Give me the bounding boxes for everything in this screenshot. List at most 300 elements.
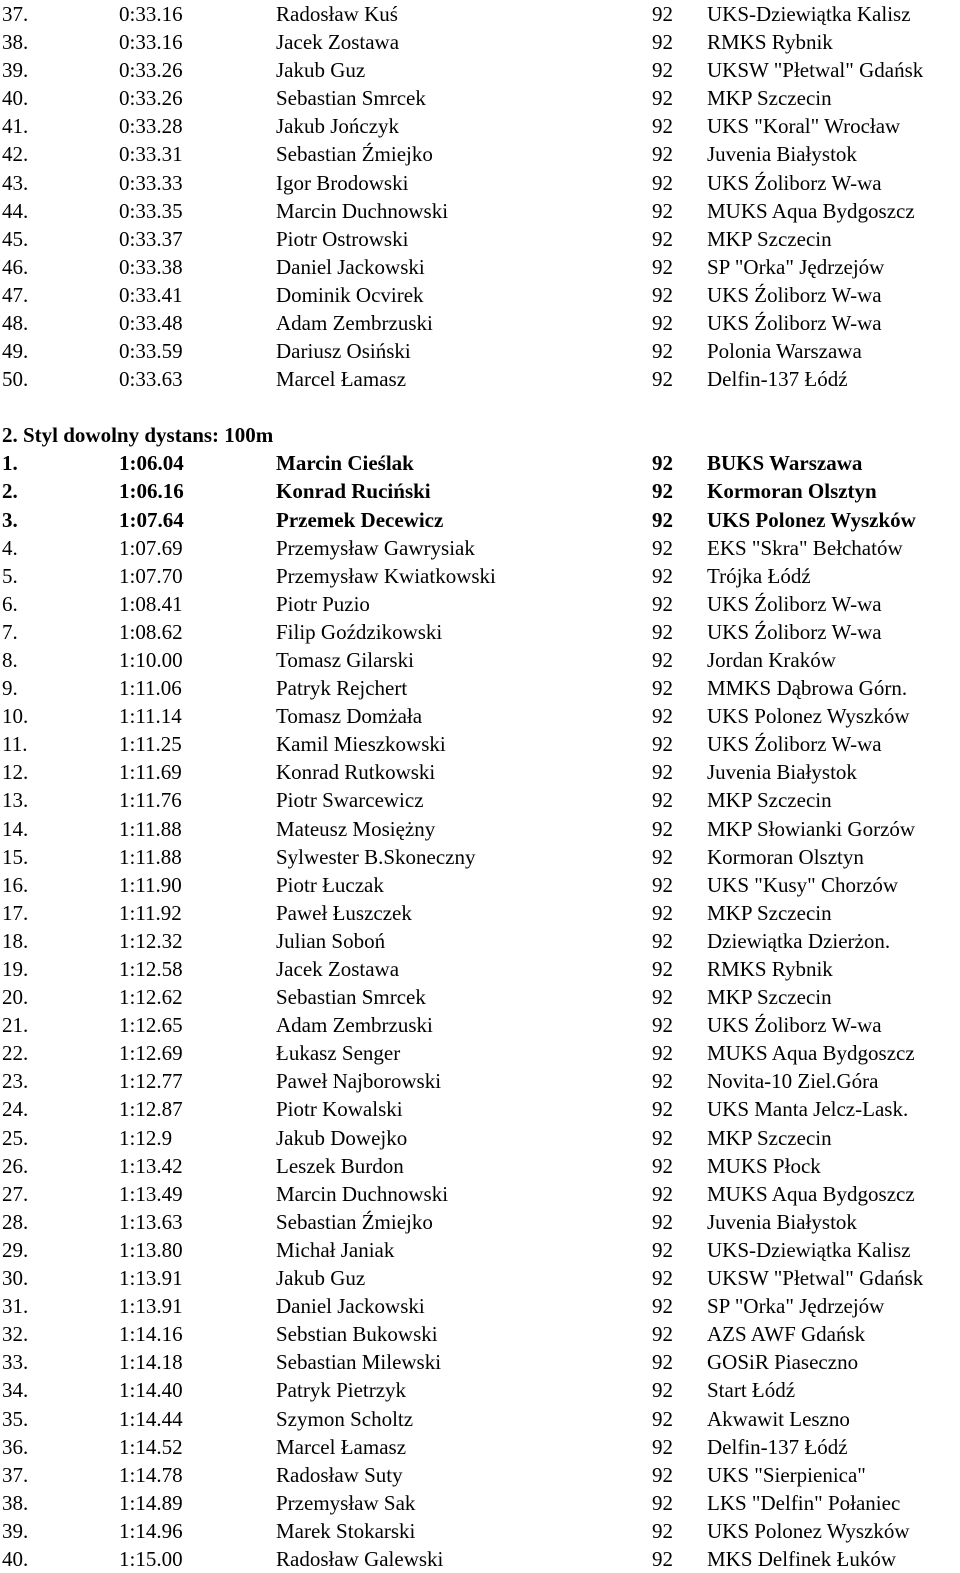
rank-cell: 49. (2, 339, 29, 364)
birth-year-cell: 92 (652, 704, 673, 729)
birth-year-cell: 92 (652, 170, 673, 195)
club-cell: MKP Szczecin (707, 1125, 832, 1150)
result-row (0, 1039, 960, 1067)
swimmer-name-cell: Konrad Ruciński (276, 479, 431, 504)
swimmer-name-cell: Radosław Suty (276, 1462, 403, 1487)
swimmer-name-cell: Piotr Łuczak (276, 872, 384, 897)
result-row (0, 1348, 960, 1376)
result-row (0, 1180, 960, 1208)
rank-cell: 34. (2, 1378, 29, 1403)
time-cell: 1:15.00 (119, 1546, 183, 1571)
time-cell: 1:08.62 (119, 619, 183, 644)
rank-cell: 42. (2, 142, 29, 167)
birth-year-cell: 92 (652, 507, 673, 532)
rank-cell: 21. (2, 1013, 29, 1038)
club-cell: MUKS Płock (707, 1153, 821, 1178)
birth-year-cell: 92 (652, 339, 673, 364)
club-cell: UKS Źoliborz W-wa (707, 311, 882, 336)
rank-cell: 6. (2, 591, 18, 616)
rank-cell: 11. (2, 732, 28, 757)
section-title: 2. Styl dowolny dystans: 100m (2, 423, 274, 448)
rank-cell: 12. (2, 760, 29, 785)
birth-year-cell: 92 (652, 872, 673, 897)
time-cell: 1:13.42 (119, 1153, 183, 1178)
club-cell: Novita-10 Ziel.Góra (707, 1069, 879, 1094)
result-row (0, 758, 960, 786)
club-cell: UKS "Kusy" Chorzów (707, 872, 898, 897)
result-row (0, 309, 960, 337)
result-row (0, 702, 960, 730)
rank-cell: 9. (2, 676, 18, 701)
club-cell: MKP Szczecin (707, 788, 832, 813)
club-cell: EKS "Skra" Bełchatów (707, 535, 903, 560)
time-cell: 1:14.78 (119, 1462, 183, 1487)
rank-cell: 40. (2, 1546, 29, 1571)
time-cell: 1:12.65 (119, 1013, 183, 1038)
result-row (0, 0, 960, 28)
result-row (0, 1208, 960, 1236)
time-cell: 0:33.37 (119, 226, 183, 251)
time-cell: 0:33.41 (119, 282, 183, 307)
time-cell: 1:13.80 (119, 1237, 183, 1262)
swimmer-name-cell: Jacek Zostawa (276, 30, 400, 55)
club-cell: MKS Delfinek Łuków (707, 1546, 896, 1571)
club-cell: Juvenia Białystok (707, 142, 857, 167)
result-row (0, 281, 960, 309)
club-cell: UKS-Dziewiątka Kalisz (707, 2, 911, 26)
club-cell: MKP Szczecin (707, 985, 832, 1010)
birth-year-cell: 92 (652, 451, 673, 476)
rank-cell: 2. (2, 479, 18, 504)
swimmer-name-cell: Przemysław Sak (276, 1490, 416, 1515)
swimmer-name-cell: Sebstian Bukowski (276, 1322, 438, 1347)
time-cell: 1:11.90 (119, 872, 182, 897)
birth-year-cell: 92 (652, 1209, 673, 1234)
birth-year-cell: 92 (652, 563, 673, 588)
club-cell: SP "Orka" Jędrzejów (707, 254, 885, 279)
time-cell: 1:12.69 (119, 1041, 183, 1066)
swimmer-name-cell: Przemysław Kwiatkowski (276, 563, 496, 588)
swimmer-name-cell: Mateusz Mosiężny (276, 816, 436, 841)
result-row (0, 140, 960, 168)
club-cell: MKP Szczecin (707, 900, 832, 925)
swimmer-name-cell: Michał Janiak (276, 1237, 395, 1262)
club-cell: MUKS Aqua Bydgoszcz (707, 1181, 915, 1206)
club-cell: UKS-Dziewiątka Kalisz (707, 1237, 911, 1262)
result-row (0, 84, 960, 112)
birth-year-cell: 92 (652, 647, 673, 672)
time-cell: 0:33.38 (119, 254, 183, 279)
club-cell: MMKS Dąbrowa Górn. (707, 676, 908, 701)
result-row (0, 590, 960, 618)
swimmer-name-cell: Sylwester B.Skoneczny (276, 844, 476, 869)
time-cell: 1:14.44 (119, 1406, 183, 1431)
rank-cell: 48. (2, 311, 29, 336)
birth-year-cell: 92 (652, 58, 673, 83)
swimmer-name-cell: Paweł Łuszczek (276, 900, 412, 925)
swimmer-name-cell: Sebastian Źmiejko (276, 1209, 433, 1234)
result-row (0, 927, 960, 955)
result-row (0, 28, 960, 56)
swimmer-name-cell: Przemysław Gawrysiak (276, 535, 475, 560)
rank-cell: 37. (2, 1462, 29, 1487)
rank-cell: 20. (2, 985, 29, 1010)
result-row (0, 1095, 960, 1123)
rank-cell: 14. (2, 816, 29, 841)
time-cell: 1:11.69 (119, 760, 182, 785)
time-cell: 0:33.35 (119, 198, 183, 223)
result-row (0, 1320, 960, 1348)
swimmer-name-cell: Szymon Scholtz (276, 1406, 414, 1431)
result-row (0, 1292, 960, 1320)
rank-cell: 23. (2, 1069, 29, 1094)
swimmer-name-cell: Patryk Pietrzyk (276, 1378, 407, 1403)
result-row (0, 477, 960, 505)
time-cell: 0:33.26 (119, 86, 183, 111)
time-cell: 1:11.06 (119, 676, 182, 701)
birth-year-cell: 92 (652, 985, 673, 1010)
swimmer-name-cell: Jacek Zostawa (276, 957, 400, 981)
club-cell: Delfin-137 Łódź (707, 367, 848, 392)
birth-year-cell: 92 (652, 114, 673, 139)
birth-year-cell: 92 (652, 619, 673, 644)
result-row (0, 449, 960, 477)
rank-cell: 17. (2, 900, 29, 925)
time-cell: 1:11.14 (119, 704, 182, 729)
swimmer-name-cell: Konrad Rutkowski (276, 760, 436, 785)
club-cell: UKS Źoliborz W-wa (707, 282, 882, 307)
birth-year-cell: 92 (652, 1350, 673, 1375)
rank-cell: 38. (2, 30, 29, 55)
club-cell: MUKS Aqua Bydgoszcz (707, 1041, 915, 1066)
rank-cell: 45. (2, 226, 29, 251)
birth-year-cell: 92 (652, 2, 673, 26)
time-cell: 1:14.16 (119, 1322, 183, 1347)
result-row (0, 337, 960, 365)
club-cell: UKS "Koral" Wrocław (707, 114, 901, 139)
rank-cell: 18. (2, 928, 29, 953)
rank-cell: 3. (2, 507, 18, 532)
result-row (0, 112, 960, 140)
time-cell: 1:14.52 (119, 1434, 183, 1459)
time-cell: 0:33.59 (119, 339, 183, 364)
results-section-100m-freestyle (0, 449, 960, 1573)
rank-cell: 46. (2, 254, 29, 279)
rank-cell: 19. (2, 957, 29, 981)
time-cell: 0:33.16 (119, 30, 183, 55)
club-cell: UKS Źoliborz W-wa (707, 591, 882, 616)
rank-cell: 30. (2, 1266, 29, 1291)
club-cell: UKSW "Płetwal" Gdańsk (707, 58, 924, 83)
club-cell: Jordan Kraków (707, 647, 836, 672)
birth-year-cell: 92 (652, 676, 673, 701)
rank-cell: 5. (2, 563, 18, 588)
birth-year-cell: 92 (652, 226, 673, 251)
result-row (0, 253, 960, 281)
time-cell: 0:33.26 (119, 58, 183, 83)
birth-year-cell: 92 (652, 142, 673, 167)
club-cell: UKS Polonez Wyszków (707, 704, 910, 729)
rank-cell: 44. (2, 198, 29, 223)
result-row (0, 1461, 960, 1489)
rank-cell: 31. (2, 1294, 29, 1319)
time-cell: 1:12.32 (119, 928, 183, 953)
club-cell: UKS Polonez Wyszków (707, 1518, 910, 1543)
result-row (0, 1376, 960, 1404)
swimmer-name-cell: Marek Stokarski (276, 1518, 416, 1543)
rank-cell: 16. (2, 872, 29, 897)
time-cell: 1:14.40 (119, 1378, 183, 1403)
swimmer-name-cell: Igor Brodowski (276, 170, 409, 195)
result-row (0, 786, 960, 814)
birth-year-cell: 92 (652, 254, 673, 279)
birth-year-cell: 92 (652, 311, 673, 336)
birth-year-cell: 92 (652, 816, 673, 841)
swimmer-name-cell: Sebastian Smrcek (276, 985, 426, 1010)
swimmer-name-cell: Dominik Ocvirek (276, 282, 424, 307)
swimmer-name-cell: Piotr Ostrowski (276, 226, 409, 251)
time-cell: 1:11.88 (119, 844, 182, 869)
club-cell: RMKS Rybnik (707, 957, 833, 981)
rank-cell: 39. (2, 1518, 29, 1543)
rank-cell: 25. (2, 1125, 29, 1150)
rank-cell: 10. (2, 704, 29, 729)
rank-cell: 50. (2, 367, 29, 392)
result-row (0, 674, 960, 702)
birth-year-cell: 92 (652, 1237, 673, 1262)
birth-year-cell: 92 (652, 1153, 673, 1178)
result-row (0, 730, 960, 758)
rank-cell: 26. (2, 1153, 29, 1178)
result-row (0, 56, 960, 84)
birth-year-cell: 92 (652, 788, 673, 813)
club-cell: MKP Szczecin (707, 86, 832, 111)
swimmer-name-cell: Sebastian Milewski (276, 1350, 442, 1375)
time-cell: 0:33.63 (119, 367, 183, 392)
time-cell: 0:33.33 (119, 170, 183, 195)
swimmer-name-cell: Adam Zembrzuski (276, 311, 433, 336)
swimmer-name-cell: Łukasz Senger (276, 1041, 401, 1066)
rank-cell: 33. (2, 1350, 29, 1375)
club-cell: Polonia Warszawa (707, 339, 862, 364)
rank-cell: 27. (2, 1181, 29, 1206)
birth-year-cell: 92 (652, 1546, 673, 1571)
rank-cell: 32. (2, 1322, 29, 1347)
club-cell: Delfin-137 Łódź (707, 1434, 848, 1459)
birth-year-cell: 92 (652, 1013, 673, 1038)
birth-year-cell: 92 (652, 535, 673, 560)
club-cell: UKS Źoliborz W-wa (707, 170, 882, 195)
club-cell: UKS Manta Jelcz-Lask. (707, 1097, 909, 1122)
result-row (0, 1264, 960, 1292)
club-cell: UKS Źoliborz W-wa (707, 619, 882, 644)
swimmer-name-cell: Sebastian Smrcek (276, 86, 426, 111)
rank-cell: 43. (2, 170, 29, 195)
swimmer-name-cell: Piotr Kowalski (276, 1097, 403, 1122)
rank-cell: 4. (2, 535, 18, 560)
rank-cell: 1. (2, 451, 18, 476)
result-row (0, 1545, 960, 1573)
swimmer-name-cell: Jakub Guz (276, 1266, 366, 1291)
swimmer-name-cell: Sebastian Źmiejko (276, 142, 433, 167)
club-cell: Akwawit Leszno (707, 1406, 850, 1431)
swimmer-name-cell: Filip Goździkowski (276, 619, 443, 644)
club-cell: Trójka Łódź (707, 563, 811, 588)
swimmer-name-cell: Piotr Swarcewicz (276, 788, 424, 813)
rank-cell: 28. (2, 1209, 29, 1234)
swimmer-name-cell: Jakub Jończyk (276, 114, 400, 139)
swimmer-name-cell: Patryk Rejchert (276, 676, 408, 701)
birth-year-cell: 92 (652, 367, 673, 392)
rank-cell: 39. (2, 58, 29, 83)
result-row (0, 1405, 960, 1433)
time-cell: 1:11.76 (119, 788, 182, 813)
birth-year-cell: 92 (652, 1406, 673, 1431)
rank-cell: 35. (2, 1406, 29, 1431)
result-row (0, 1517, 960, 1545)
rank-cell: 13. (2, 788, 29, 813)
swimmer-name-cell: Adam Zembrzuski (276, 1013, 433, 1038)
result-row (0, 1124, 960, 1152)
swimmer-name-cell: Radosław Kuś (276, 2, 398, 26)
swimmer-name-cell: Marcin Duchnowski (276, 1181, 449, 1206)
result-row (0, 871, 960, 899)
swimmer-name-cell: Julian Soboń (276, 928, 386, 953)
time-cell: 1:12.9 (119, 1125, 173, 1150)
time-cell: 0:33.48 (119, 311, 183, 336)
time-cell: 0:33.28 (119, 114, 183, 139)
result-row (0, 983, 960, 1011)
result-row (0, 365, 960, 393)
swimmer-name-cell: Tomasz Domżała (276, 704, 423, 729)
birth-year-cell: 92 (652, 1097, 673, 1122)
rank-cell: 40. (2, 86, 29, 111)
time-cell: 1:12.58 (119, 957, 183, 981)
swimmer-name-cell: Radosław Galewski (276, 1546, 444, 1571)
time-cell: 1:06.04 (119, 451, 184, 476)
time-cell: 0:33.31 (119, 142, 183, 167)
swimmer-name-cell: Dariusz Osiński (276, 339, 411, 364)
birth-year-cell: 92 (652, 957, 673, 981)
result-row (0, 197, 960, 225)
rank-cell: 7. (2, 619, 18, 644)
result-row (0, 618, 960, 646)
birth-year-cell: 92 (652, 900, 673, 925)
result-row (0, 562, 960, 590)
swimmer-name-cell: Przemek Decewicz (276, 507, 444, 532)
swimmer-name-cell: Daniel Jackowski (276, 1294, 425, 1319)
club-cell: Juvenia Białystok (707, 760, 857, 785)
club-cell: RMKS Rybnik (707, 30, 833, 55)
club-cell: BUKS Warszawa (707, 451, 863, 476)
club-cell: UKSW "Płetwal" Gdańsk (707, 1266, 924, 1291)
result-row (0, 1067, 960, 1095)
club-cell: AZS AWF Gdańsk (707, 1322, 866, 1347)
time-cell: 1:07.70 (119, 563, 183, 588)
birth-year-cell: 92 (652, 30, 673, 55)
club-cell: Kormoran Olsztyn (707, 479, 877, 504)
birth-year-cell: 92 (652, 1294, 673, 1319)
birth-year-cell: 92 (652, 1125, 673, 1150)
club-cell: GOSiR Piaseczno (707, 1350, 859, 1375)
time-cell: 1:11.88 (119, 816, 182, 841)
result-row (0, 815, 960, 843)
rank-cell: 36. (2, 1434, 29, 1459)
birth-year-cell: 92 (652, 479, 673, 504)
time-cell: 1:14.18 (119, 1350, 183, 1375)
result-row (0, 646, 960, 674)
result-row (0, 955, 960, 983)
club-cell: UKS Źoliborz W-wa (707, 1013, 882, 1038)
birth-year-cell: 92 (652, 928, 673, 953)
club-cell: MKP Szczecin (707, 226, 832, 251)
time-cell: 1:14.89 (119, 1490, 183, 1515)
rank-cell: 37. (2, 2, 29, 26)
time-cell: 1:10.00 (119, 647, 183, 672)
birth-year-cell: 92 (652, 732, 673, 757)
club-cell: SP "Orka" Jędrzejów (707, 1294, 885, 1319)
time-cell: 1:08.41 (119, 591, 183, 616)
result-row (0, 225, 960, 253)
birth-year-cell: 92 (652, 760, 673, 785)
time-cell: 1:11.25 (119, 732, 182, 757)
result-row (0, 1433, 960, 1461)
club-cell: UKS Źoliborz W-wa (707, 732, 882, 757)
section-spacer (0, 393, 960, 421)
time-cell: 1:07.64 (119, 507, 184, 532)
time-cell: 1:12.62 (119, 985, 183, 1010)
birth-year-cell: 92 (652, 1266, 673, 1291)
birth-year-cell: 92 (652, 1378, 673, 1403)
rank-cell: 47. (2, 282, 29, 307)
club-cell: Kormoran Olsztyn (707, 844, 864, 869)
rank-cell: 41. (2, 114, 29, 139)
birth-year-cell: 92 (652, 591, 673, 616)
swimmer-name-cell: Paweł Najborowski (276, 1069, 442, 1094)
club-cell: UKS Polonez Wyszków (707, 507, 916, 532)
time-cell: 1:07.69 (119, 535, 183, 560)
time-cell: 1:12.87 (119, 1097, 183, 1122)
time-cell: 0:33.16 (119, 2, 183, 26)
birth-year-cell: 92 (652, 198, 673, 223)
result-row (0, 169, 960, 197)
rank-cell: 38. (2, 1490, 29, 1515)
result-row (0, 506, 960, 534)
birth-year-cell: 92 (652, 282, 673, 307)
birth-year-cell: 92 (652, 1518, 673, 1543)
result-row (0, 1236, 960, 1264)
swimmer-name-cell: Marcin Duchnowski (276, 198, 449, 223)
rank-cell: 8. (2, 647, 18, 672)
club-cell: MUKS Aqua Bydgoszcz (707, 198, 915, 223)
time-cell: 1:06.16 (119, 479, 184, 504)
birth-year-cell: 92 (652, 86, 673, 111)
club-cell: LKS "Delfin" Połaniec (707, 1490, 901, 1515)
swimmer-name-cell: Leszek Burdon (276, 1153, 404, 1178)
time-cell: 1:14.96 (119, 1518, 183, 1543)
swimmer-name-cell: Marcel Łamasz (276, 367, 407, 392)
birth-year-cell: 92 (652, 1069, 673, 1094)
result-row (0, 1152, 960, 1180)
result-row (0, 843, 960, 871)
swimmer-name-cell: Piotr Puzio (276, 591, 370, 616)
rank-cell: 15. (2, 844, 29, 869)
club-cell: Start Łódź (707, 1378, 796, 1403)
club-cell: UKS "Sierpienica" (707, 1462, 866, 1487)
swimmer-name-cell: Jakub Dowejko (276, 1125, 408, 1150)
time-cell: 1:13.49 (119, 1181, 183, 1206)
time-cell: 1:12.77 (119, 1069, 183, 1094)
